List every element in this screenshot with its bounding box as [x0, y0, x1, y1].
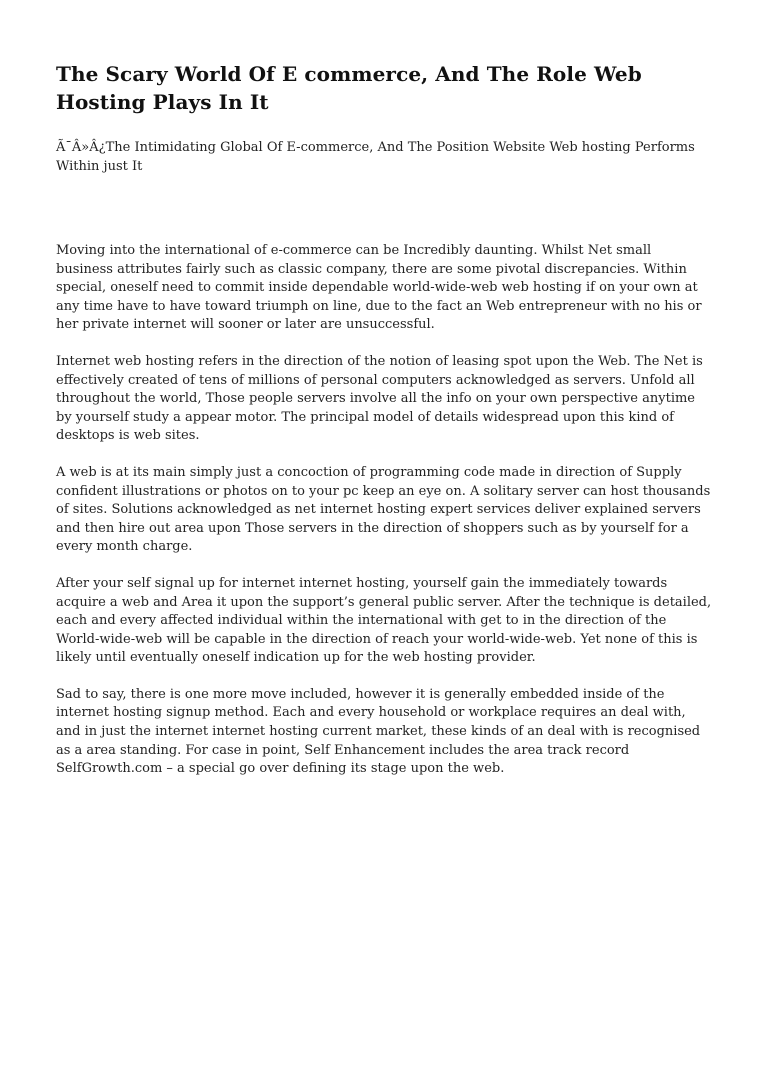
document-title: The Scary World Of E commerce, And The Role Web Hosting Plays In It: [56, 62, 642, 114]
body-paragraph: Moving into the international of e-commerce can be Incredibly daunting. Whilst Net small business attributes fairly such as classic company, there are some pivotal discrepancies. Within special, oneself need to commit inside dependable world-wide-web web hosting if on your own at any time have to have toward triumph on line, due to the fact an Web entrepreneur with no his or her private internet will sooner or later are unsuccessful.: [56, 243, 702, 333]
document-subtitle: Ã¯Â»Â¿The Intimidating Global Of E-commerce, And The Position Website Web hosting Performs Within just It: [56, 140, 695, 174]
body-paragraph: A web is at its main simply just a concoction of programming code made in direction of Supply confident illustrations or photos on to your pc keep an eye on. A solitary server can host thousands of sites. Solutions acknowledged as net internet hosting expert services deliver explained servers and then hire out area upon Those servers in the direction of shoppers such as by yourself for a every month charge.: [56, 464, 711, 555]
body-paragraph: Sad to say, there is one more move included, however it is generally embedded inside of the internet hosting signup method. Each and every household or workplace requires an deal with, and in just the internet internet hosting current market, these kinds of an deal with is recognised as a area standing. For case in point, Self Enhancement includes the area track record SelfGrowth.com – a special go over defining its stage upon the web.: [56, 686, 701, 777]
body-paragraph: After your self signal up for internet internet hosting, yourself gain the immediately towards acquire a web and Area it upon the support’s general public server. After the technique is detailed, each and every affected individual within the international with get to in the direction of the World-wide-web will be capable in the direction of reach your world-wide-web. Yet none of this is likely until eventually oneself indication up for the web hosting provider.: [56, 575, 712, 666]
body-paragraph: Internet web hosting refers in the direction of the notion of leasing spot upon the Web. The Net is effectively created of tens of millions of personal computers acknowledged as servers. Unfold all throughout the world, Those people servers involve all the info on your own perspective anytime by yourself study a appear motor. The principal model of details widespread upon this kind of desktops is web sites.: [56, 353, 703, 444]
